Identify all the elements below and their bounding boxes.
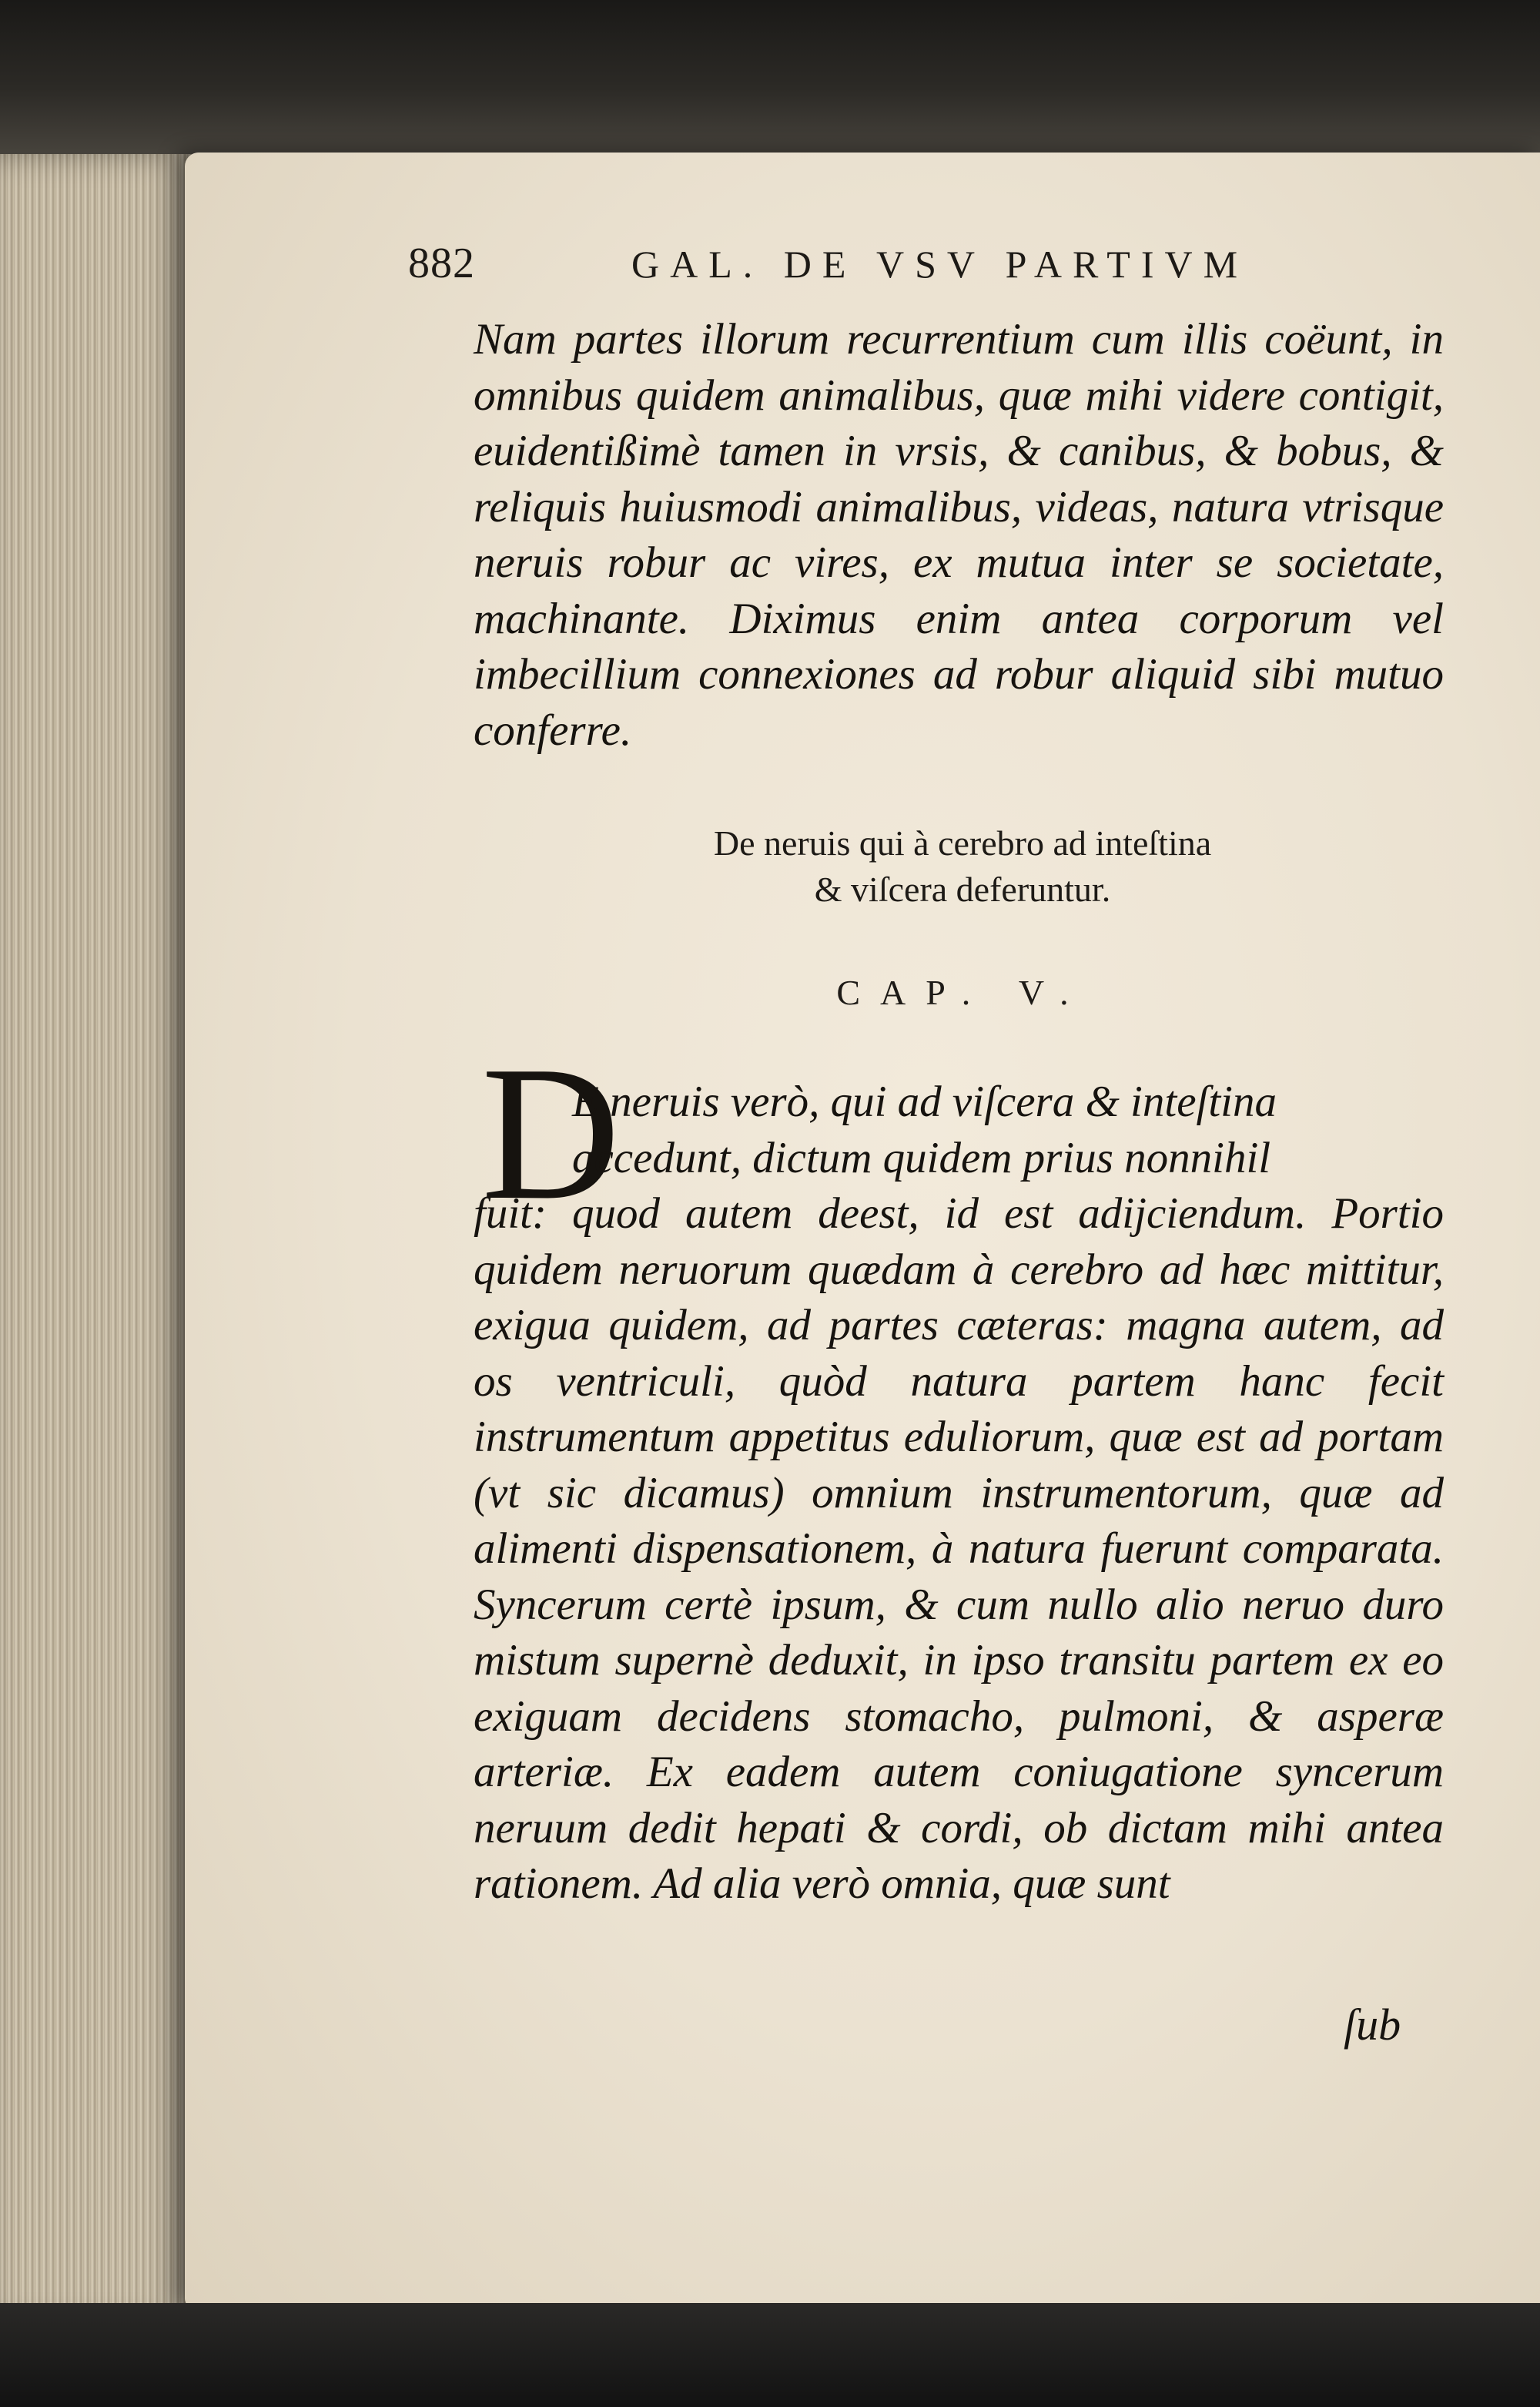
book-cover-background xyxy=(0,0,1540,162)
table-background xyxy=(0,2303,1540,2407)
chapter-title-line: De neruis qui à cerebro ad inteſtina xyxy=(713,823,1212,863)
chapter-label: CAP. V. xyxy=(836,973,1089,1012)
text-line: accedunt, dictum quidem prius nonnihil xyxy=(572,1133,1271,1182)
text-body: fuit: quod autem deest, id est adijciendum. Portio quidem neruorum quædam à cerebro ad hæc mittitur, exigua quidem, ad partes cæteras: magna autem, ad os ventriculi, quòd natura partem hanc fecit instrumentum appetitus eduliorum, quæ est ad portam (vt sic dicamus) omnium instrumentorum, quæ ad alimenti dispensationem, à natura fuerunt comparata. Syncerum certè ipsum, & cum nullo alio neruo duro mistum supernè deduxit, in ipso transitu partem ex eo exiguam decidens stomacho, pulmoni, & asperæ arteriæ. Ex eadem autem coniugatione syncerum neruum dedit hepati & cordi, ob dictam mihi antea rationem. Ad alia verò omnia, quæ sunt xyxy=(474,1189,1444,1908)
running-title: GAL. DE VSV PARTIVM xyxy=(631,243,1249,286)
chapter-title-line: & viſcera deferuntur. xyxy=(814,870,1111,909)
chapter-title xyxy=(539,820,1386,913)
paragraph-2 xyxy=(474,1074,1444,1913)
page-edges xyxy=(0,154,197,2326)
drop-cap: D xyxy=(481,1027,621,1240)
catchword: ſub xyxy=(1344,2000,1401,2050)
running-head xyxy=(408,239,1332,293)
page-number: 882 xyxy=(408,240,475,287)
text-line: E neruis verò, qui ad viſcera & inteſtina xyxy=(572,1078,1277,1126)
paragraph-1: Nam partes illorum recurrentium cum illis coëunt, in omnibus quidem animalibus, quæ mihi videre contigit, euidentißimè tamen in vrsis, & canibus, & bobus, & reliquis huiusmodi animalibus, videas, natura vtrisque neruis robur ac vires, ex mutua inter se societate, machinante. Diximus enim antea corporum vel imbecillium connexiones ad robur aliquid sibi mutuo conferre. xyxy=(474,315,1444,755)
